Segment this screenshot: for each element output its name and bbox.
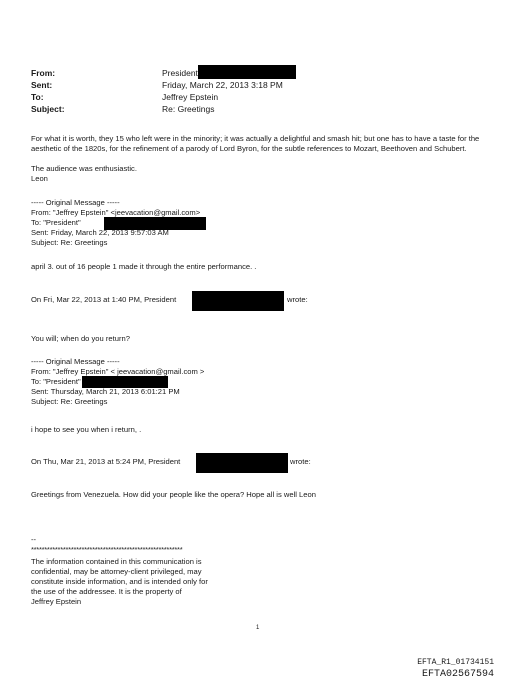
wrote-line-suffix: wrote: <box>290 457 311 466</box>
sent-value: Friday, March 22, 2013 3:18 PM <box>162 80 283 90</box>
disclaimer-line: confidential, may be attorney-client privileged, may <box>31 567 202 576</box>
to-value: Jeffrey Epstein <box>162 92 219 102</box>
wrote-line-prefix: On Fri, Mar 22, 2013 at 1:40 PM, President <box>31 295 177 304</box>
original-message-heading: ----- Original Message ----- <box>31 198 120 207</box>
original-from: From: "Jeffrey Epstein" <jeevacation@gmail.com> <box>31 208 201 217</box>
to-label: To: <box>31 92 44 102</box>
from-label: From: <box>31 68 56 78</box>
wrote-line-prefix: On Thu, Mar 21, 2013 at 5:24 PM, President <box>31 457 181 466</box>
disclaimer-line: Jeffrey Epstein <box>31 597 82 606</box>
original-sent: Sent: Friday, March 22, 2013 9:57:03 AM <box>31 228 169 237</box>
signature: Leon <box>31 174 48 183</box>
original-to: To: "President" <box>31 377 81 386</box>
message-line: The audience was enthusiastic. <box>31 164 137 173</box>
message-line: You will; when do you return? <box>31 334 130 343</box>
original-from: From: "Jeffrey Epstein" < jeevacation@gmail.com > <box>31 367 205 376</box>
document-id: EFTA_R1_01734151 <box>417 658 494 667</box>
original-message-heading: ----- Original Message ----- <box>31 357 120 366</box>
original-subject: Subject: Re: Greetings <box>31 397 108 406</box>
disclaimer-line: the use of the addressee. It is the property of <box>31 587 182 596</box>
sent-label: Sent: <box>31 80 53 90</box>
subject-label: Subject: <box>31 104 65 114</box>
original-to: To: "President" <box>31 218 81 227</box>
original-sent: Sent: Thursday, March 21, 2013 6:01:21 PM <box>31 387 180 396</box>
wrote-line-suffix: wrote: <box>287 295 308 304</box>
from-value: President <box>162 68 198 78</box>
separator-stars: ********************************************************* <box>31 545 183 554</box>
redaction-box <box>198 65 296 79</box>
message-line: Greetings from Venezuela. How did your people like the opera? Hope all is well Leon <box>31 490 316 499</box>
page-number: 1 <box>256 625 260 631</box>
message-line: april 3. out of 16 people 1 made it through the entire performance. . <box>31 262 257 271</box>
document-id-bates: EFTA02567594 <box>421 669 494 680</box>
separator-dashes: -- <box>31 535 37 544</box>
disclaimer-line: The information contained in this communication is <box>31 557 202 566</box>
original-subject: Subject: Re: Greetings <box>31 238 108 247</box>
subject-value: Re: Greetings <box>162 104 215 114</box>
message-paragraph: For what it is worth, they 15 who left were in the minority; it was actually a delightful and smash hit; but one has to have a taste for the aesthetic of the 1820s, for the refinement of a parody of Lord Byron, for the subtle references to Mozart, Beethoven and Schubert. <box>31 134 480 153</box>
redaction-box <box>196 453 288 473</box>
disclaimer-line: constitute inside information, and is intended only for <box>31 577 208 586</box>
redaction-box <box>192 291 284 311</box>
message-line: i hope to see you when i return, . <box>31 425 142 434</box>
